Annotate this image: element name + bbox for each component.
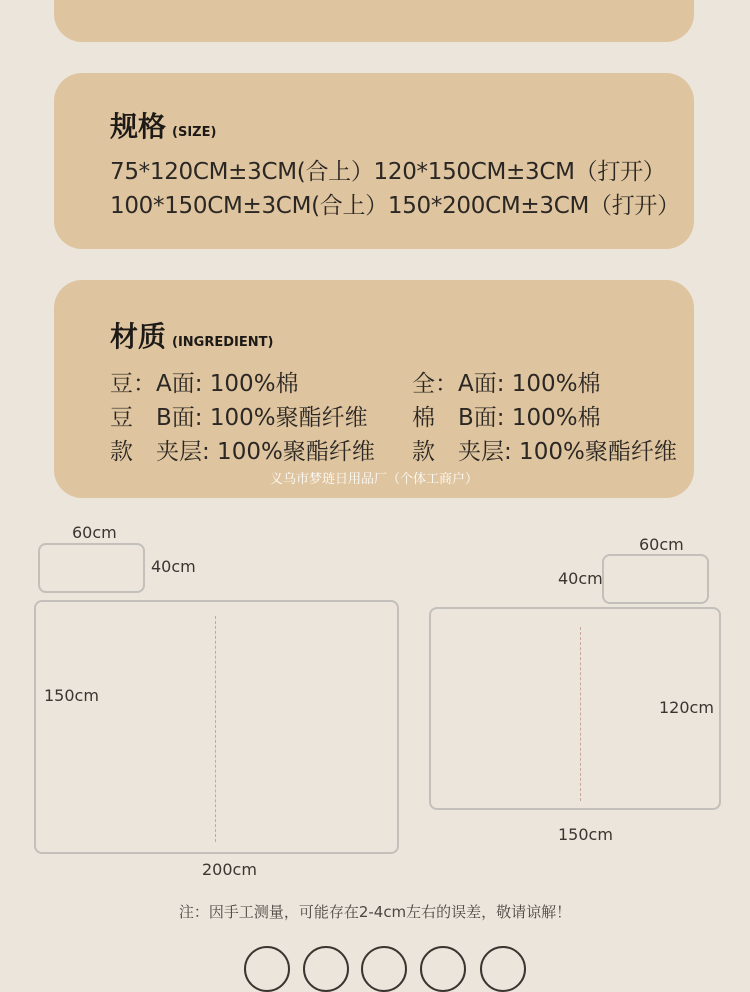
measurement-note: 注：因手工测量，可能存在2-4cm左右的误差，敬请谅解！ — [178, 903, 572, 921]
material-row-text: A面: 100%棉 — [458, 371, 601, 397]
blanket-width-label: 150cm — [558, 825, 613, 844]
size-section — [54, 73, 694, 249]
wash-icon — [244, 946, 290, 992]
material-row — [412, 365, 601, 398]
material-row-text: B面: 100%聚酯纤维 — [156, 405, 368, 431]
iron-icon — [361, 946, 407, 992]
pillow-width-label: 60cm — [639, 535, 684, 554]
pillow-height-label: 40cm — [558, 569, 603, 588]
blanket-height-label: 120cm — [659, 698, 714, 717]
fold-line — [580, 627, 581, 801]
blanket-height-label: 150cm — [44, 686, 99, 705]
material-row-lead: 款 — [110, 439, 133, 465]
blanket-width-label: 200cm — [202, 860, 257, 879]
material-heading — [110, 315, 273, 355]
pillow-width-label: 60cm — [72, 523, 117, 542]
size-heading — [110, 105, 216, 145]
material-row-text: 夹层: 100%聚酯纤维 — [156, 439, 375, 465]
blanket-outline — [34, 600, 399, 854]
size-title: 规格 — [110, 110, 167, 143]
material-title: 材质 — [110, 320, 167, 353]
size-subtitle: (SIZE) — [172, 125, 217, 140]
material-row — [110, 399, 368, 432]
size-spec-line: 75*120CM±3CM(合上）120*150CM±3CM（打开） — [110, 159, 666, 185]
dry-icon — [420, 946, 466, 992]
shop-watermark: 义乌市梦琏日用品厂（个体工商户） — [269, 472, 478, 487]
pillow-outline — [602, 554, 709, 604]
material-row-text: A面: 100%棉 — [156, 371, 299, 397]
material-row-lead: 棉 — [412, 405, 435, 431]
material-row-lead: 全： — [412, 371, 458, 397]
material-row — [412, 399, 601, 432]
dry-clean-icon — [480, 946, 526, 992]
material-row — [110, 365, 299, 398]
fold-line — [215, 616, 216, 842]
pillow-height-label: 40cm — [151, 557, 196, 576]
pillow-outline — [38, 543, 145, 593]
bleach-icon — [303, 946, 349, 992]
size-spec-line: 100*150CM±3CM(合上）150*200CM±3CM（打开） — [110, 193, 680, 219]
material-row-lead: 豆 — [110, 405, 133, 431]
material-row — [110, 433, 375, 466]
material-row-text: 夹层: 100%聚酯纤维 — [458, 439, 677, 465]
material-row-lead: 款 — [412, 439, 435, 465]
material-row-lead: 豆： — [110, 371, 156, 397]
previous-section-card — [54, 0, 694, 42]
material-section — [54, 280, 694, 498]
material-row-text: B面: 100%棉 — [458, 405, 601, 431]
material-subtitle: (INGREDIENT) — [172, 335, 274, 350]
material-row — [412, 433, 677, 466]
